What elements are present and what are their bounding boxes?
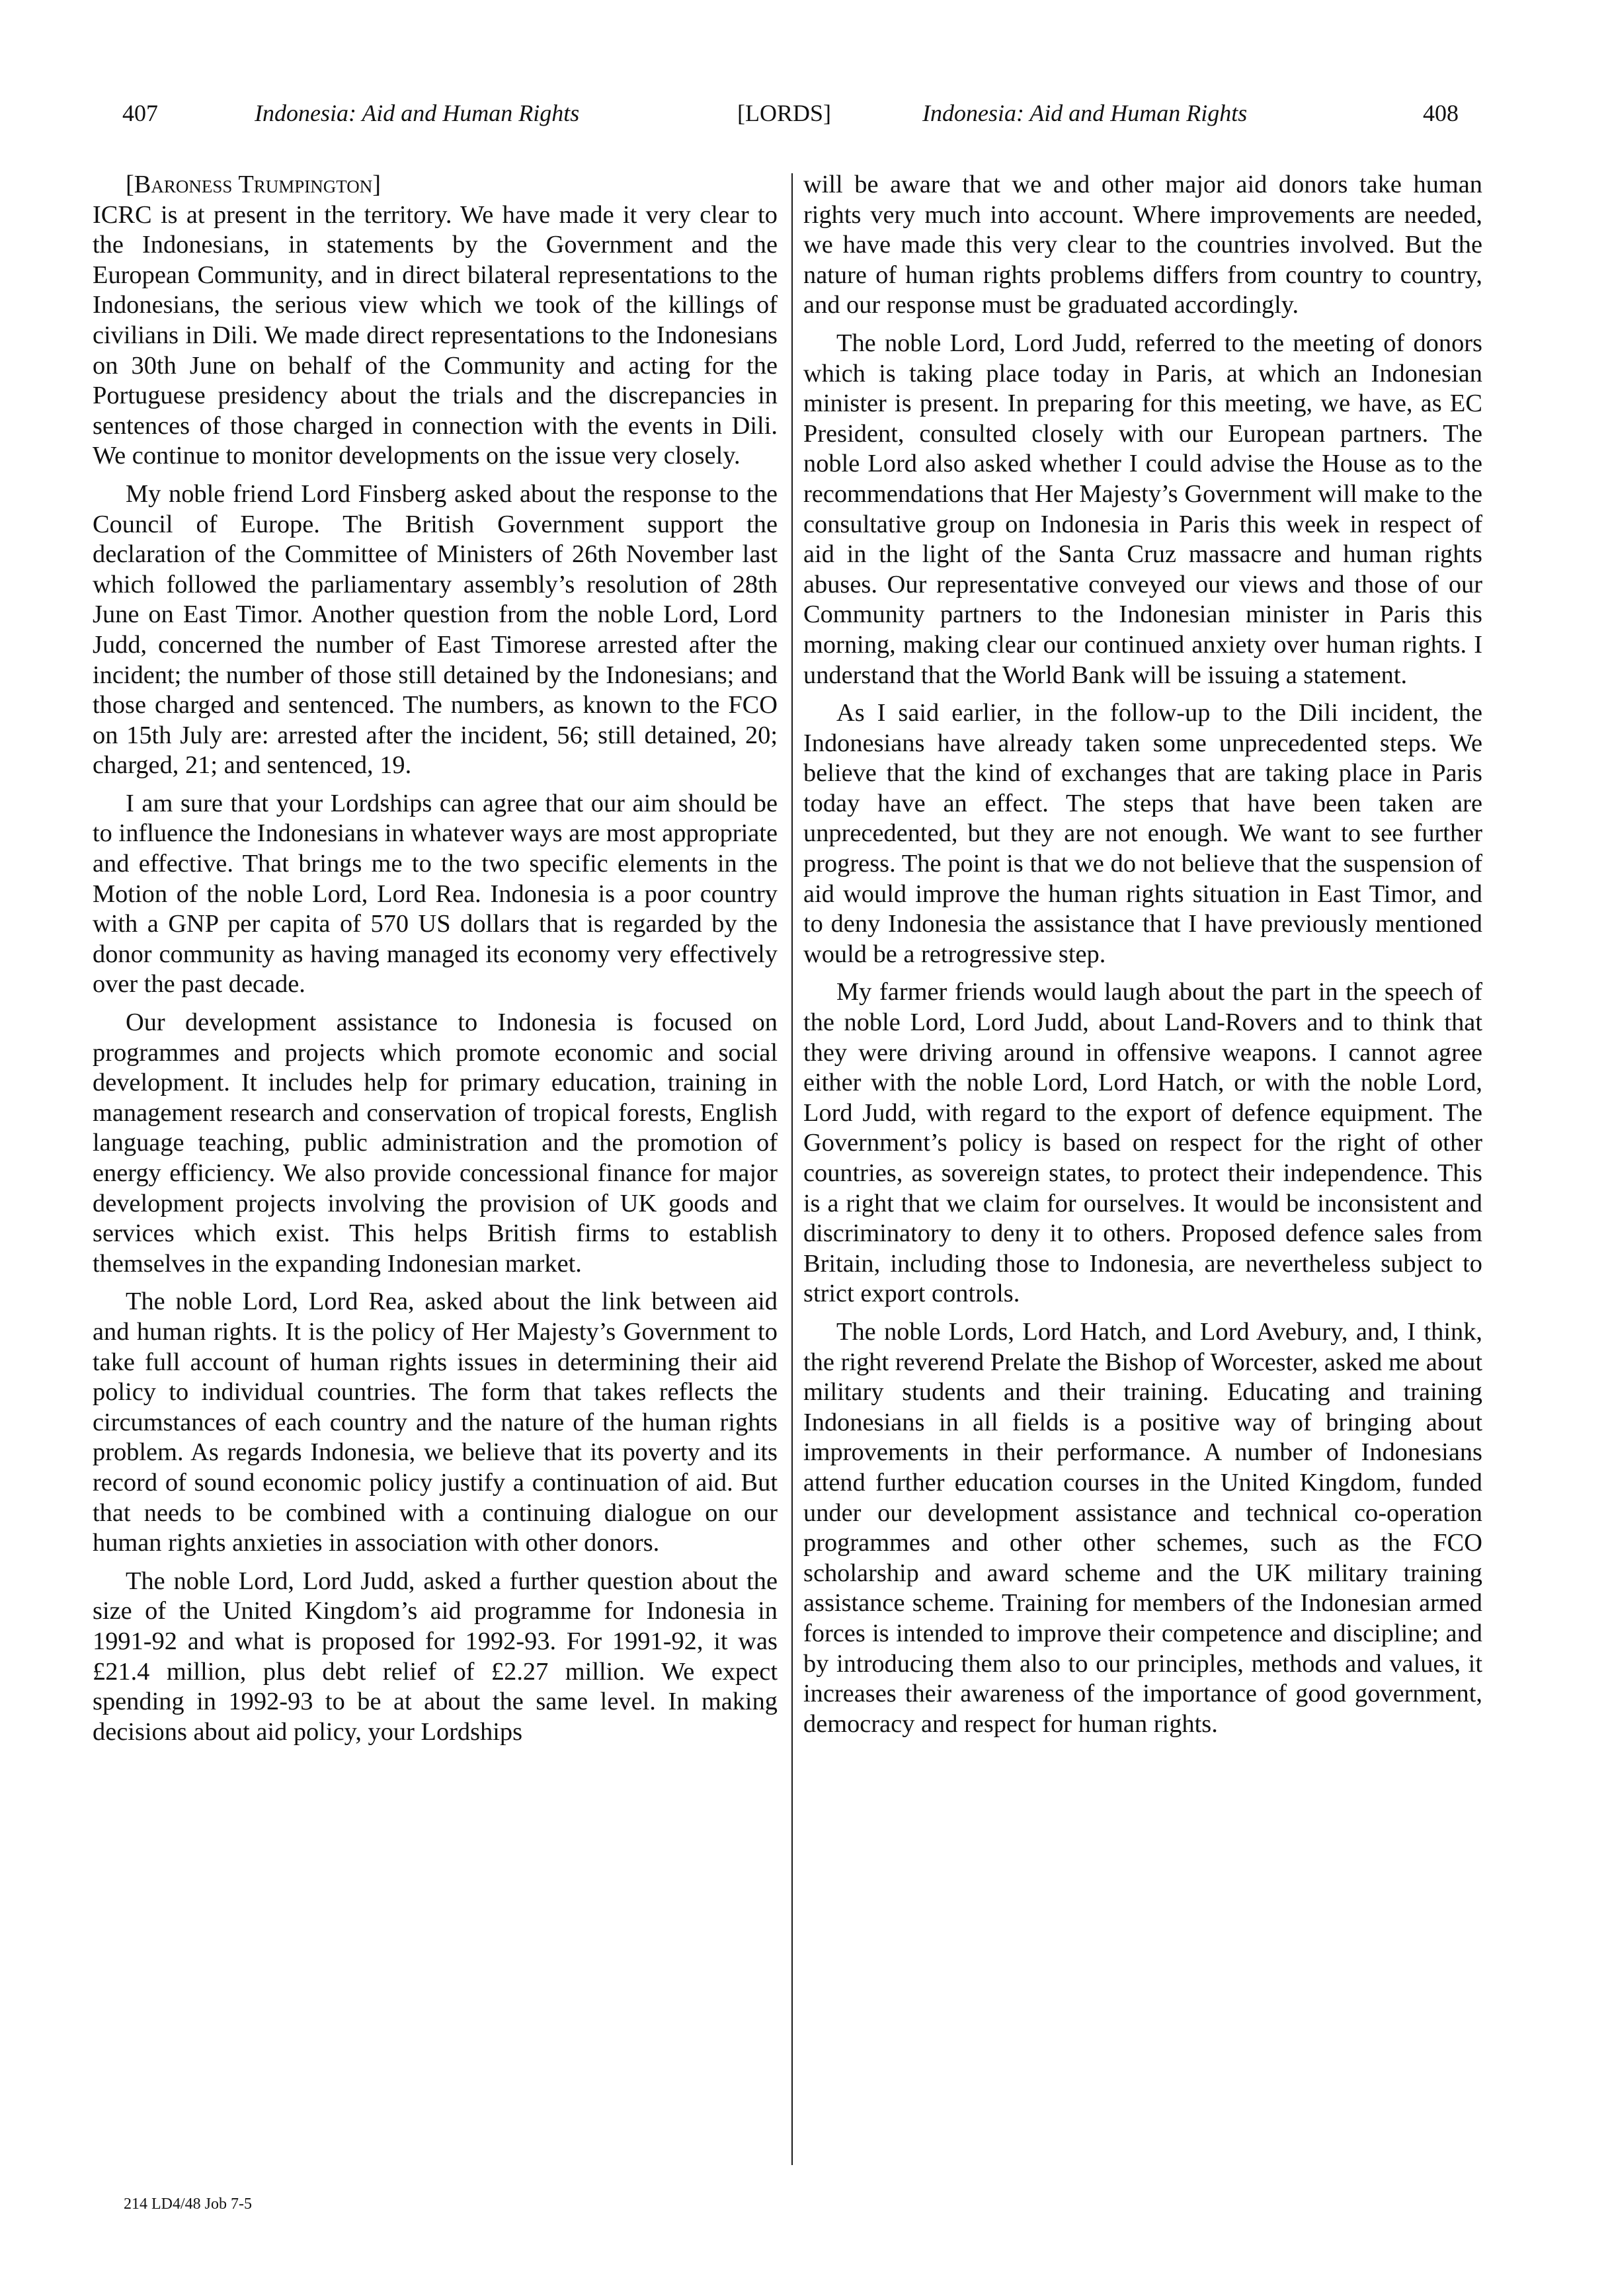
column-divider: [791, 173, 793, 2165]
paragraph: will be aware that we and other major aid donors take human rights very much into account. Where improvements are needed, we have made this very clear to the countries involved. But the nature of human rights problems differs from country to country, and our response must be graduated accordingly.: [803, 171, 1482, 319]
paragraph: The noble Lord, Lord Judd, asked a further question about the size of the United Kingdom’s aid programme for Indonesia in 1991-92 and what is proposed for 1992-93. For 1991-92, it was £21.4 million, plus debt relief of £2.27 million. We expect spending in 1992-93 to be at about the same level. In making decisions about aid policy, your Lordships: [93, 1567, 778, 1746]
speaker-label: [Baroness Trumpington]: [126, 171, 382, 198]
paragraph: The noble Lord, Lord Rea, asked about the link between aid and human rights. It is the policy of Her Majesty’s Government to take full account of human rights issues in determining their aid policy to individual countries. The form that takes reflects the circumstances of each country and the nature of the human rights problem. As regards Indonesia, we believe that its poverty and its record of sound economic policy justify a continuation of aid. But that needs to be combined with a continuing dialogue on our human rights anxieties in association with other donors.: [93, 1288, 778, 1557]
print-job-code: 214 LD4/48 Job 7-5: [124, 2195, 252, 2213]
paragraph: ICRC is at present in the territory. We have made it very clear to the Indonesians, in statements by the Government and the European Community, and in direct bilateral representations to the Indonesians, the serious view which we took of the killings of civilians in Dili. We made direct representations to the Indonesians on 30th June on behalf of the Community and acting for the Portuguese presidency about the trials and the discrepancies in sentences of those charged in connection with the events in Dili. We continue to monitor developments on the issue very closely.: [93, 200, 778, 470]
left-column: [93, 170, 778, 1755]
paragraph: My noble friend Lord Finsberg asked about the response to the Council of Europe. The British Government support the declaration of the Committee of Ministers of 26th November last which followed the parliamentary assembly’s resolution of 28th June on East Timor. Another question from the noble Lord, Lord Judd, concerned the number of East Timorese arrested after the incident; the number of those still detained by the Indonesians; and those charged and sentenced. The numbers, as known to the FCO on 15th July are: arrested after the incident, 56; still detained, 20; charged, 21; and sentenced, 19.: [93, 479, 778, 780]
right-column: [803, 170, 1482, 1747]
running-title-right: Indonesia: Aid and Human Rights: [922, 100, 1248, 126]
page-number-left: 407: [122, 100, 158, 126]
paragraph: The noble Lords, Lord Hatch, and Lord Avebury, and, I think, the right reverend Prelate the Bishop of Worcester, asked me about military students and their training. Educating and training Indonesians in all fields is a positive way of bringing about improvements in their performance. A number of Indonesians attend further education courses in the United Kingdom, funded under our development assistance and technical co-operation programmes and other other schemes, such as the FCO scholarship and award scheme and the UK military training assistance scheme. Training for members of the Indonesian armed forces is intended to improve their competence and discipline; and by introducing them also to our principles, methods and values, it increases their awareness of the importance of good government, democracy and respect for human rights.: [803, 1317, 1482, 1738]
paragraph: Our development assistance to Indonesia is focused on programmes and projects which promote economic and social development. It includes help for primary education, training in management research and conservation of tropical forests, English language teaching, public administration and the promotion of energy efficiency. We also provide concessional finance for major development projects involving the provision of UK goods and services which exist. This helps British firms to establish themselves in the expanding Indonesian market.: [93, 1008, 778, 1278]
paragraph: The noble Lord, Lord Judd, referred to the meeting of donors which is taking place today in Paris, at which an Indonesian minister is present. In preparing for this meeting, we have, as EC President, consulted closely with our European partners. The noble Lord also asked whether I could advise the House as to the recommendations that Her Majesty’s Government will make to the consultative group on Indonesia in Paris this week in respect of aid in the light of the Santa Cruz massacre and human rights abuses. Our representative conveyed our views and those of our Community partners to the Indonesian minister in Paris this morning, making clear our continued anxiety over human rights. I understand that the World Bank will be issuing a statement.: [803, 329, 1482, 689]
house-label: [LORDS]: [737, 100, 831, 126]
running-head: [93, 99, 1481, 139]
running-title-left: Indonesia: Aid and Human Rights: [255, 100, 580, 126]
paragraph: My farmer friends would laugh about the part in the speech of the noble Lord, Lord Judd, about Land-Rovers and to think that they were driving around in offensive weapons. I cannot agree either with the noble Lord, Lord Hatch, or with the noble Lord, Lord Judd, with regard to the export of defence equipment. The Government’s policy is based on respect for the right of other countries, as sovereign states, to protect their independence. This is a right that we claim for ourselves. It would be inconsistent and discriminatory to deny it to others. Proposed defence sales from Britain, including those to Indonesia, are nevertheless subject to strict export controls.: [803, 978, 1482, 1308]
page-number-right: 408: [1423, 100, 1459, 126]
paragraph: As I said earlier, in the follow-up to the Dili incident, the Indonesians have already taken some unprecedented steps. We believe that the kind of exchanges that are taking place in Paris today have an effect. The steps that have been taken are unprecedented, but they are not enough. We want to see further progress. The point is that we do not believe that the suspension of aid would improve the human rights situation in East Timor, and to deny Indonesia the assistance that I have previously mentioned would be a retrogressive step.: [803, 699, 1482, 968]
paragraph: I am sure that your Lordships can agree that our aim should be to influence the Indonesians in whatever ways are most appropriate and effective. That brings me to the two specific elements in the Motion of the noble Lord, Lord Rea. Indonesia is a poor country with a GNP per capita of 570 US dollars that is regarded by the donor community as having managed its economy very effectively over the past decade.: [93, 789, 778, 999]
